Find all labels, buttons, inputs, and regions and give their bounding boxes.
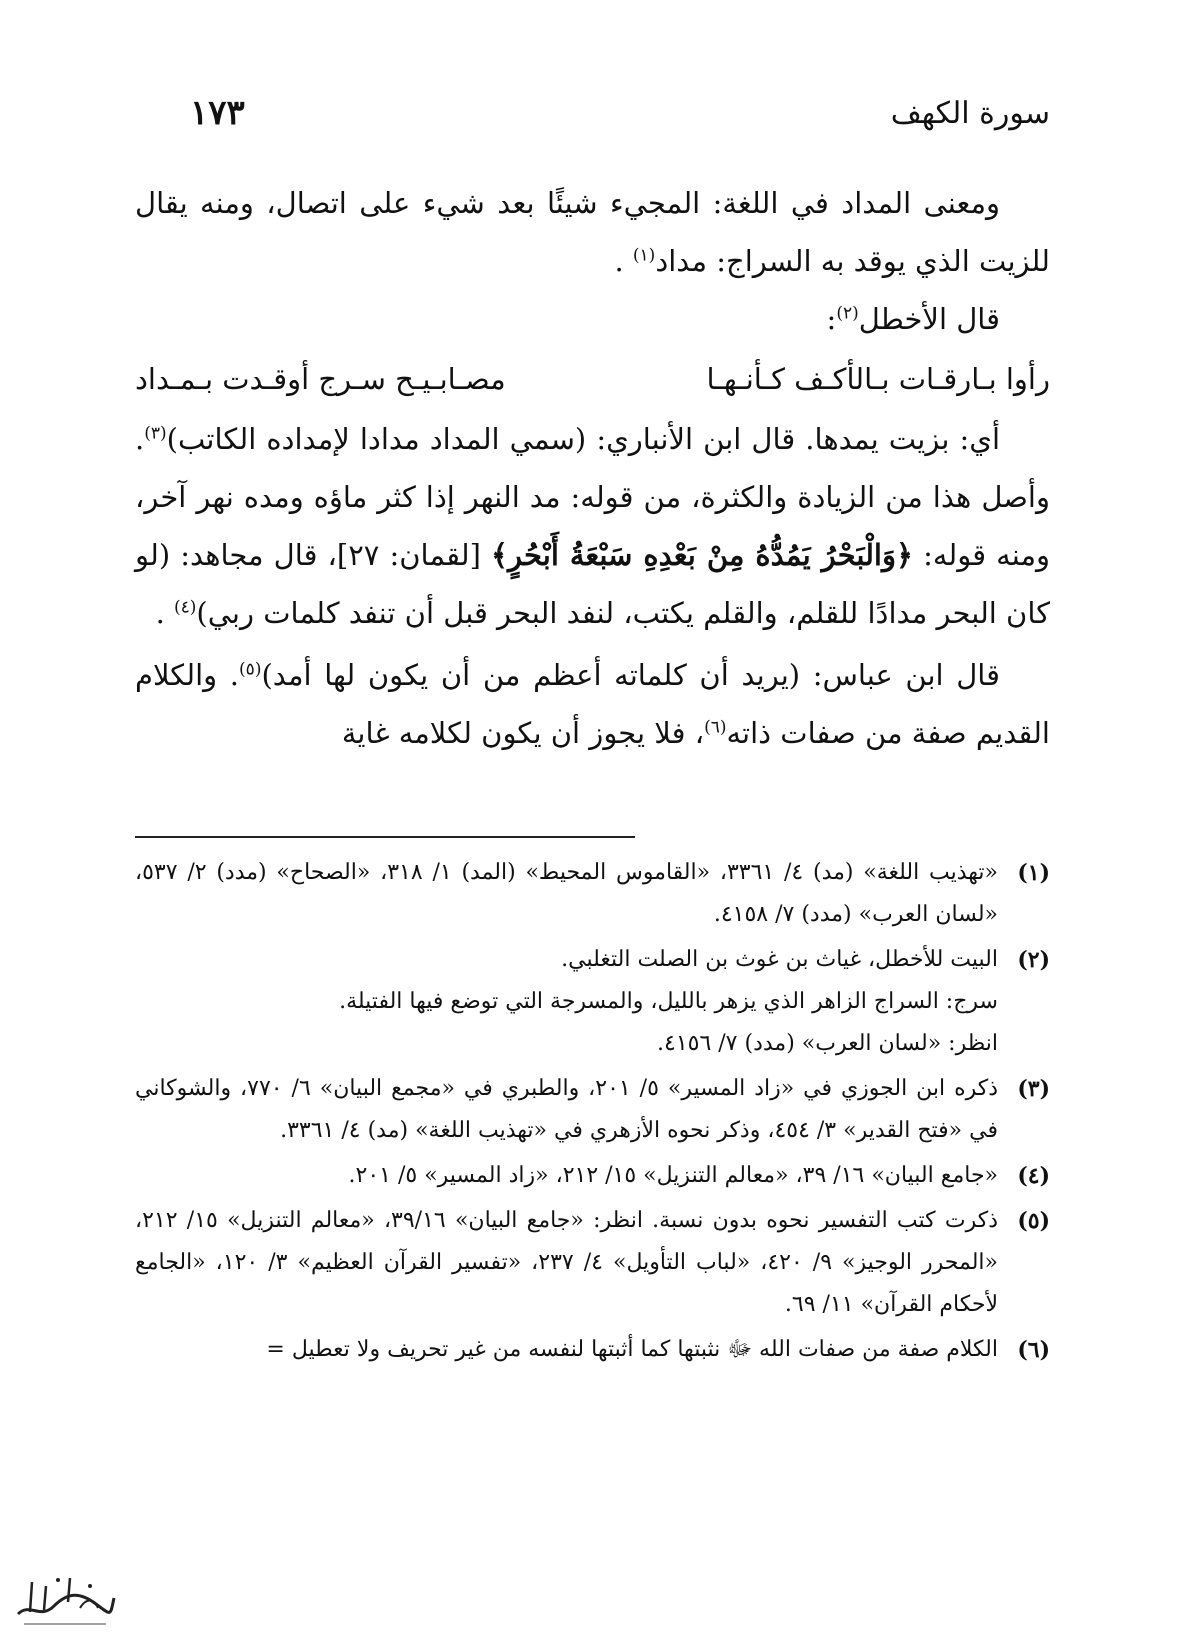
footnote-line: «تهذيب اللغة» (مد) ٤/ ٣٣٦١، «القاموس المحيط» (المد) ١/ ٣١٨، «الصحاح» (مدد) ٢/ ٥٣٧، «لسان العرب» (مدد) ٧/ ٤١٥٨. (135, 860, 999, 927)
footnote-text (135, 852, 998, 936)
footnote-3 (135, 1068, 1050, 1152)
paragraph-1-text: ومعنى المداد في اللغة: المجيء شيئًا بعد شيء على اتصال، ومنه يقال للزيت الذي يوقد به السراج: مداد (135, 186, 1050, 278)
paragraph-1 (135, 174, 1050, 290)
footnote-number: (١) (1017, 860, 1050, 886)
footnote-line: انظر: «لسان العرب» (مدد) ٧/ ٤١٥٦. (657, 1031, 998, 1056)
footnote-2 (135, 939, 1050, 1065)
footnote-ref-1: (١) (632, 245, 656, 266)
footnote-number: (٣) (1017, 1076, 1050, 1102)
calligraphy-logo-icon (10, 1562, 120, 1632)
footnote-line: سرج: السراج الزاهر الذي يزهر بالليل، والمسرجة التي توضع فيها الفتيلة. (339, 989, 998, 1014)
poetry-verse (135, 348, 1050, 410)
footnote-5 (135, 1200, 1050, 1326)
paragraph-4-continued: . والكلام القديم صفة من صفات ذاته (135, 658, 1050, 750)
footnote-ref-6: (٦) (704, 717, 727, 738)
footnote-line: البيت للأخطل، غياث بن غوث بن الصلت التغلبي. (561, 947, 998, 972)
footnote-text (135, 1155, 998, 1197)
paragraph-3-end: . (155, 596, 174, 630)
footnote-line: ذكره ابن الجوزي في «زاد المسير» ٥/ ٢٠١، والطبري في «مجمع البيان» ٦/ ٧٧٠، والشوكاني في «فتح القدير» ٣/ ٤٥٤، وذكر نحوه الأزهري في «تهذيب اللغة» (مد) ٤/ ٣٣٦١. (135, 1076, 999, 1143)
verse-first-hemistich: رأوا بـارقـات بـالأكـف كـأنـهـا (706, 362, 1050, 396)
footnote-separator (135, 836, 635, 838)
paragraph-4 (135, 646, 1050, 762)
footnote-line: الكلام صفة من صفات الله ﷻ نثبتها كما أثبتها لنفسه من غير تحريف ولا تعطيل = (266, 1337, 998, 1362)
paragraph-2 (135, 290, 1050, 348)
footnote-4 (135, 1155, 1050, 1197)
footnote-ref-4: (٤) (174, 597, 197, 618)
footnote-line: ذكرت كتب التفسير نحوه بدون نسبة. انظر: «جامع البيان» ٣٩/١٦، «معالم التنزيل» ١٥/ ٢١٢، «المحرر الوجيز» ٩/ ٤٢٠، «لباب التأويل» ٤/ ٢٣٧، «تفسير القرآن العظيم» ٣/ ١٢٠، «الجامع لأحكام القرآن» ١١/ ٦٩. (135, 1208, 999, 1317)
paragraph-3-text: أي: بزيت يمدها. قال ابن الأنباري: (سمي المداد مدادا لإمداده الكاتب) (166, 422, 1000, 456)
footnote-ref-3: (٣) (144, 423, 167, 444)
footnote-ref-5: (٥) (239, 659, 262, 680)
footnotes (135, 852, 1050, 1374)
quran-quote: ﴿وَالْبَحْرُ يَمُدُّهُ مِنْ بَعْدِهِ سَبْعَةُ أَبْحُرٍ﴾ (491, 538, 913, 572)
verse-second-hemistich: مصـابـيـح سـرج أوقـدت بـمـداد (135, 362, 506, 396)
paragraph-2-end: : (826, 302, 837, 336)
footnote-text (135, 939, 998, 1065)
footnote-text (135, 1068, 998, 1152)
paragraph-3-continued: . وأصل هذا من الزيادة والكثرة، من قوله: مد النهر إذا كثر ماؤه ومده نهر آخر، ومنه قوله: (135, 422, 1050, 572)
footnote-number: (٢) (1017, 947, 1050, 973)
footnote-ref-2: (٢) (836, 303, 859, 324)
footnote-text (135, 1200, 998, 1326)
surah-name: سورة الكهف (890, 95, 1050, 131)
paragraph-4-text: قال ابن عباس: (يريد أن كلماته أعظم من أن يكون لها أمد) (261, 658, 1001, 692)
footnote-1 (135, 852, 1050, 936)
footnote-number: (٤) (1017, 1163, 1050, 1189)
footnote-number: (٦) (1017, 1337, 1050, 1363)
page-number: ١٧٣ (190, 93, 245, 133)
footnote-6 (135, 1329, 1050, 1371)
footnote-number: (٥) (1017, 1208, 1050, 1234)
paragraph-4-end: ، فلا يجوز أن يكون لكلامه غاية (341, 716, 705, 750)
watermark-logo (10, 1562, 120, 1632)
paragraph-1-end: . (614, 244, 633, 278)
footnote-line: «جامع البيان» ١٦/ ٣٩، «معالم التنزيل» ١٥/ ٢١٢، «زاد المسير» ٥/ ٢٠١. (348, 1163, 998, 1188)
main-text (135, 174, 1050, 762)
paragraph-2-text: قال الأخطل (858, 302, 1000, 336)
footnote-text (135, 1329, 998, 1371)
paragraph-3-continued-2: [لقمان: ٢٧]، قال مجاهد: (لو كان البحر مدادًا للقلم، والقلم يكتب، لنفد البحر قبل أن تنفد كلمات ربي) (135, 538, 1050, 630)
paragraph-3 (135, 410, 1050, 642)
page-header (190, 88, 1050, 138)
